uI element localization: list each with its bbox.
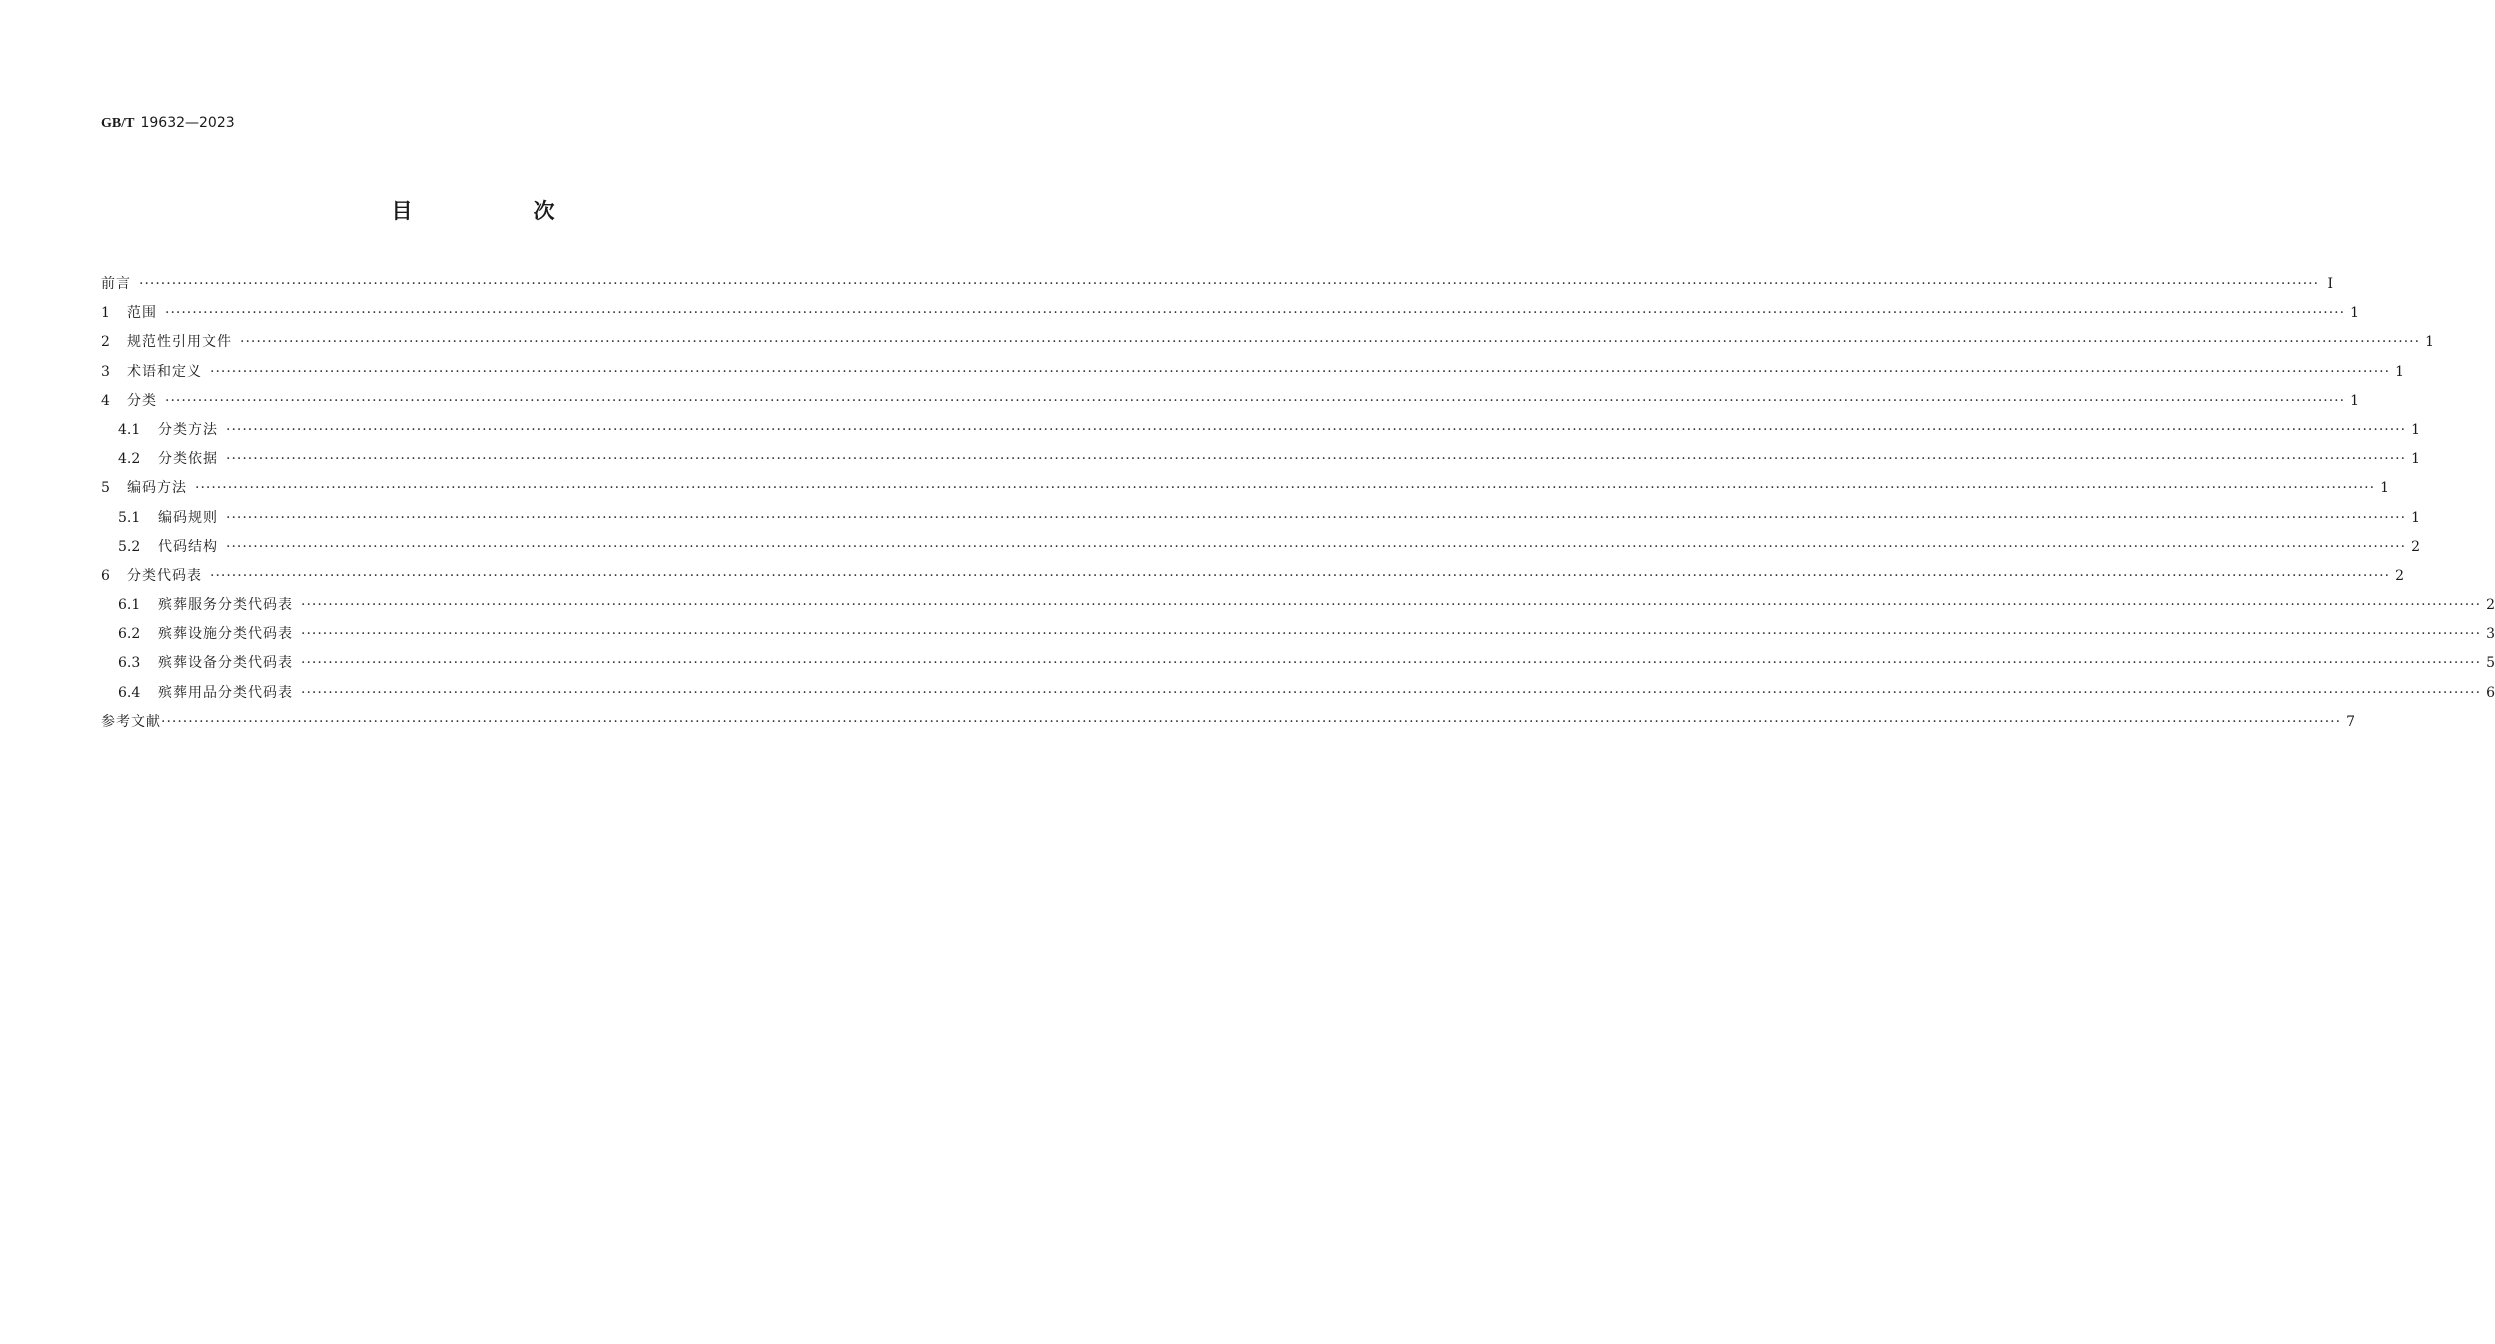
toc-entry[interactable] — [101, 683, 2495, 712]
toc-entry[interactable] — [101, 595, 2495, 624]
toc-dot-leader: ················································································································································································································································································································································································································ — [301, 684, 2482, 701]
toc-entry-number: 3 — [101, 363, 110, 380]
toc-dot-leader: ················································································································································································································································································································································································································ — [226, 509, 2407, 526]
toc-entry[interactable] — [101, 332, 2435, 361]
toc-entry-page: 1 — [2350, 392, 2360, 409]
toc-entry[interactable] — [101, 420, 2421, 449]
toc-dot-leader: ················································································································································································································································································································································································································ — [165, 305, 2346, 322]
toc-entry-page: 2 — [2411, 538, 2421, 555]
toc-entry-page: 2 — [2395, 567, 2405, 584]
page-title: 目 次 — [391, 199, 605, 223]
toc-entry-page: 5 — [2486, 655, 2495, 672]
toc-dot-leader: ················································································································································································································································································································································································································ — [139, 276, 2320, 292]
toc-entry[interactable] — [101, 478, 2390, 507]
toc-entry-number: 5 — [101, 480, 110, 497]
toc-dot-leader: ················································································································································································································································································································································································································ — [301, 626, 2482, 643]
toc-entry-number: 5.1 — [118, 509, 141, 526]
toc-entry-label: 殡葬服务分类代码表 — [158, 597, 293, 614]
toc-entry-label: 代码结构 — [158, 538, 218, 555]
toc-entry-page: 3 — [2486, 626, 2495, 643]
toc-entry-number: 6 — [101, 567, 110, 584]
toc-entry-label: 分类依据 — [158, 451, 218, 468]
standard-header — [101, 114, 235, 133]
toc-entry-number: 6.3 — [118, 655, 141, 672]
toc-entry-label: 参考文献 — [101, 713, 161, 730]
toc-entry[interactable] — [101, 624, 2495, 653]
toc-entry[interactable] — [101, 274, 2334, 303]
toc-entry-label: 分类 — [127, 392, 157, 409]
toc-entry-page: 1 — [2411, 509, 2421, 526]
toc-dot-leader: ················································································································································································································································································································································································································ — [195, 480, 2376, 497]
toc-entry-number: 2 — [101, 334, 110, 351]
toc-entry-label: 殡葬用品分类代码表 — [158, 684, 293, 701]
toc-entry-label: 规范性引用文件 — [127, 334, 232, 351]
toc-dot-leader: ················································································································································································································································································································································································································ — [226, 421, 2407, 438]
toc-entry-number: 6.1 — [118, 597, 141, 614]
toc-entry[interactable] — [101, 391, 2360, 420]
toc-entry[interactable] — [101, 537, 2421, 566]
toc-dot-leader: ················································································································································································································································································································································································································ — [165, 392, 2346, 409]
toc-dot-leader: ················································································································································································································································································································································································································ — [301, 597, 2482, 614]
toc-entry-number: 4.1 — [118, 421, 141, 438]
toc-entry[interactable] — [101, 362, 2405, 391]
toc-entry-number: 5.2 — [118, 538, 141, 555]
toc-entry-label: 殡葬设施分类代码表 — [158, 626, 293, 643]
toc-entry-label: 分类代码表 — [127, 567, 202, 584]
toc-dot-leader: ················································································································································································································································································································································································································ — [161, 713, 2342, 730]
toc-entry-number: 4.2 — [118, 451, 141, 468]
toc-dot-leader: ················································································································································································································································································································································································································ — [210, 567, 2391, 584]
toc-dot-leader: ················································································································································································································································································································································································································ — [240, 334, 2421, 351]
toc-entry-page: 1 — [2395, 363, 2405, 380]
toc-entry-label: 前言 — [101, 276, 131, 292]
toc-entry[interactable] — [101, 303, 2360, 332]
toc-entry-page: 6 — [2486, 684, 2495, 701]
toc-entry-page: 7 — [2346, 713, 2356, 730]
toc-entry-page: 1 — [2425, 334, 2435, 351]
toc-entry-page: 1 — [2380, 480, 2390, 497]
toc-entry-page: 2 — [2486, 597, 2495, 614]
toc-entry-number: 6.4 — [118, 684, 141, 701]
toc-entry-page: 1 — [2411, 421, 2421, 438]
toc-entry-label: 分类方法 — [158, 421, 218, 438]
toc-entry[interactable] — [101, 508, 2421, 537]
toc-dot-leader: ················································································································································································································································································································································································································ — [301, 655, 2482, 672]
toc-entry[interactable] — [101, 566, 2405, 595]
toc-dot-leader: ················································································································································································································································································································································································································ — [210, 363, 2391, 380]
toc-entry[interactable] — [101, 653, 2495, 682]
standard-number: 19632—2023 — [140, 115, 235, 131]
toc-entry-number: 4 — [101, 392, 110, 409]
toc-entry-number: 1 — [101, 305, 110, 322]
toc-entry-page: 1 — [2350, 305, 2360, 322]
toc-entry-label: 编码方法 — [127, 480, 187, 497]
toc-entry-page: Ⅰ — [2327, 276, 2334, 292]
toc-entry-label: 殡葬设备分类代码表 — [158, 655, 293, 672]
toc-entry-label: 范围 — [127, 305, 157, 322]
toc-entry-label: 编码规则 — [158, 509, 218, 526]
standard-code: GB/T — [101, 116, 135, 131]
table-of-contents — [101, 274, 2495, 741]
toc-dot-leader: ················································································································································································································································································································································································································ — [226, 538, 2407, 555]
toc-entry-number: 6.2 — [118, 626, 141, 643]
toc-entry-label: 术语和定义 — [127, 363, 202, 380]
toc-dot-leader: ················································································································································································································································································································································································································ — [226, 451, 2407, 468]
toc-entry[interactable] — [101, 449, 2421, 478]
toc-entry[interactable] — [101, 712, 2356, 741]
toc-entry-page: 1 — [2411, 451, 2421, 468]
